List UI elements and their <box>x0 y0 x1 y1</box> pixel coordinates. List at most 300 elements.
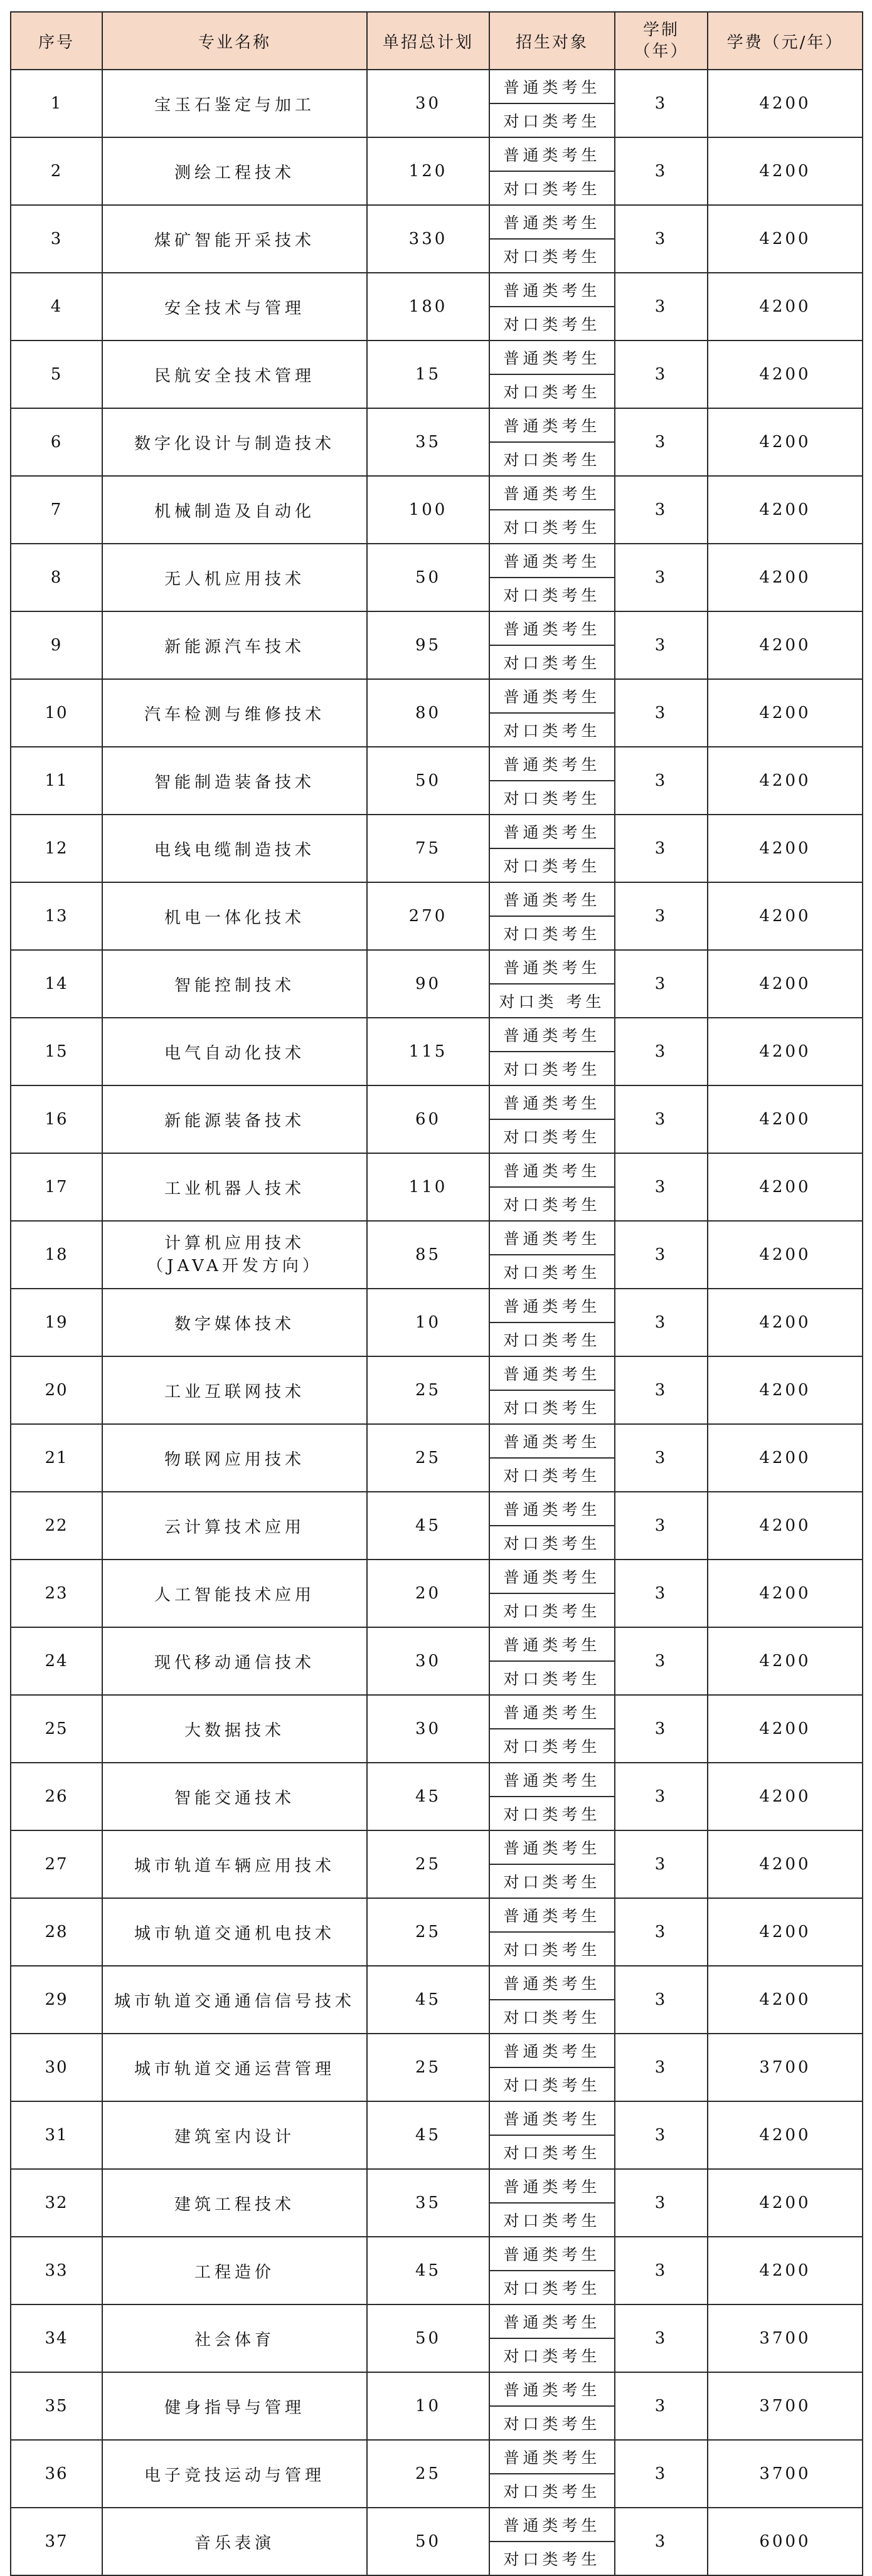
row-fee: 4200 <box>708 205 863 273</box>
row-fee: 3700 <box>708 2372 863 2440</box>
row-target-vocational: 对口类考生 <box>489 1526 615 1560</box>
row-fee: 4200 <box>708 1966 863 2034</box>
row-target-general: 普通类考生 <box>489 1966 615 2000</box>
row-major: 汽车检测与维修技术 <box>102 679 367 747</box>
row-quota: 45 <box>367 1492 489 1560</box>
row-quota: 45 <box>367 1763 489 1830</box>
row-fee: 4200 <box>708 1356 863 1424</box>
row-duration: 3 <box>615 1560 708 1627</box>
row-major: 音乐表演 <box>102 2508 367 2575</box>
row-quota: 85 <box>367 1221 489 1289</box>
row-target-vocational: 对口类考生 <box>489 307 615 340</box>
table-row <box>11 2440 863 2474</box>
row-duration: 3 <box>615 1356 708 1424</box>
table-row <box>11 137 863 171</box>
row-target-general: 普通类考生 <box>489 1560 615 1593</box>
row-target-vocational: 对口类考生 <box>489 713 615 747</box>
row-duration: 3 <box>615 1289 708 1356</box>
row-duration: 3 <box>615 1763 708 1830</box>
row-index: 1 <box>11 70 102 137</box>
row-target-vocational: 对口类考生 <box>489 2203 615 2237</box>
row-fee: 4200 <box>708 137 863 205</box>
row-quota: 45 <box>367 1966 489 2034</box>
row-major: 新能源装备技术 <box>102 1085 367 1153</box>
row-target-general: 普通类考生 <box>489 2169 615 2203</box>
row-duration: 3 <box>615 2440 708 2508</box>
row-fee: 4200 <box>708 1627 863 1695</box>
row-index: 17 <box>11 1153 102 1221</box>
row-target-general: 普通类考生 <box>489 2372 615 2406</box>
row-quota: 45 <box>367 2237 489 2304</box>
row-target-vocational: 对口类 考生 <box>489 984 615 1018</box>
row-index: 36 <box>11 2440 102 2508</box>
table-row <box>11 476 863 510</box>
row-target-vocational: 对口类考生 <box>489 510 615 544</box>
row-index: 15 <box>11 1018 102 1085</box>
row-quota: 10 <box>367 2372 489 2440</box>
table-row <box>11 611 863 645</box>
row-quota: 120 <box>367 137 489 205</box>
row-target-vocational: 对口类考生 <box>489 2271 615 2304</box>
row-target-vocational: 对口类考生 <box>489 1322 615 1356</box>
row-duration: 3 <box>615 205 708 273</box>
row-target-general: 普通类考生 <box>489 2101 615 2135</box>
row-major: 智能制造装备技术 <box>102 747 367 815</box>
row-target-general: 普通类考生 <box>489 340 615 374</box>
row-fee: 4200 <box>708 1898 863 1966</box>
row-fee: 4200 <box>708 1018 863 1085</box>
row-major: 测绘工程技术 <box>102 137 367 205</box>
table-row <box>11 1018 863 1052</box>
row-target-vocational: 对口类考生 <box>489 1932 615 1966</box>
row-target-vocational: 对口类考生 <box>489 171 615 205</box>
row-duration: 3 <box>615 882 708 950</box>
table-row <box>11 2169 863 2203</box>
row-fee: 4200 <box>708 1085 863 1153</box>
table-row <box>11 1085 863 1119</box>
row-quota: 25 <box>367 2034 489 2101</box>
row-fee: 4200 <box>708 476 863 544</box>
row-target-general: 普通类考生 <box>489 544 615 578</box>
row-target-general: 普通类考生 <box>489 205 615 239</box>
row-index: 20 <box>11 1356 102 1424</box>
row-quota: 75 <box>367 815 489 882</box>
row-target-vocational: 对口类考生 <box>489 1458 615 1492</box>
row-fee: 4200 <box>708 70 863 137</box>
enrollment-plan-sheet <box>10 11 862 2568</box>
row-major: 数字媒体技术 <box>102 1289 367 1356</box>
row-target-vocational: 对口类考生 <box>489 781 615 815</box>
table-row <box>11 1289 863 1322</box>
table-row <box>11 70 863 103</box>
row-quota: 100 <box>367 476 489 544</box>
row-index: 10 <box>11 679 102 747</box>
row-quota: 80 <box>367 679 489 747</box>
row-index: 28 <box>11 1898 102 1966</box>
row-major <box>102 1221 367 1289</box>
row-fee: 4200 <box>708 882 863 950</box>
row-target-vocational: 对口类考生 <box>489 1864 615 1898</box>
row-index: 19 <box>11 1289 102 1356</box>
row-fee: 4200 <box>708 1763 863 1830</box>
row-duration: 3 <box>615 1085 708 1153</box>
row-target-general: 普通类考生 <box>489 1424 615 1458</box>
row-quota: 90 <box>367 950 489 1018</box>
header-quota: 单招总计划 <box>367 12 489 70</box>
row-fee: 3700 <box>708 2440 863 2508</box>
row-major: 机械制造及自动化 <box>102 476 367 544</box>
row-fee: 4200 <box>708 1560 863 1627</box>
row-target-general: 普通类考生 <box>489 679 615 713</box>
row-quota: 20 <box>367 1560 489 1627</box>
row-duration: 3 <box>615 1695 708 1763</box>
row-duration: 3 <box>615 1966 708 2034</box>
row-duration: 3 <box>615 1424 708 1492</box>
row-duration: 3 <box>615 476 708 544</box>
row-index: 12 <box>11 815 102 882</box>
row-quota: 50 <box>367 747 489 815</box>
row-quota: 35 <box>367 408 489 476</box>
row-duration: 3 <box>615 611 708 679</box>
row-target-general: 普通类考生 <box>489 1830 615 1864</box>
row-target-general: 普通类考生 <box>489 611 615 645</box>
row-index: 31 <box>11 2101 102 2169</box>
row-target-vocational: 对口类考生 <box>489 1187 615 1221</box>
row-duration: 3 <box>615 679 708 747</box>
row-duration: 3 <box>615 2101 708 2169</box>
row-index: 34 <box>11 2304 102 2372</box>
row-target-general: 普通类考生 <box>489 1356 615 1390</box>
row-fee: 4200 <box>708 950 863 1018</box>
row-major: 工程造价 <box>102 2237 367 2304</box>
table-row <box>11 2034 863 2067</box>
row-target-general: 普通类考生 <box>489 70 615 103</box>
row-index: 27 <box>11 1830 102 1898</box>
header-duration-line2: （年） <box>634 42 689 61</box>
row-target-general: 普通类考生 <box>489 1221 615 1255</box>
row-index: 11 <box>11 747 102 815</box>
row-index: 37 <box>11 2508 102 2575</box>
row-major: 安全技术与管理 <box>102 273 367 340</box>
table-row <box>11 544 863 578</box>
row-index: 16 <box>11 1085 102 1153</box>
row-duration: 3 <box>615 544 708 611</box>
table-row <box>11 273 863 307</box>
row-major: 建筑工程技术 <box>102 2169 367 2237</box>
row-index: 18 <box>11 1221 102 1289</box>
row-fee: 3700 <box>708 2304 863 2372</box>
row-target-vocational: 对口类考生 <box>489 2542 615 2575</box>
row-index: 29 <box>11 1966 102 2034</box>
row-major: 智能交通技术 <box>102 1763 367 1830</box>
table-row <box>11 1898 863 1932</box>
row-major: 机电一体化技术 <box>102 882 367 950</box>
row-fee: 4200 <box>708 2237 863 2304</box>
row-major: 宝玉石鉴定与加工 <box>102 70 367 137</box>
row-quota: 30 <box>367 70 489 137</box>
row-major-line2: （JAVA开发方向） <box>147 1257 322 1275</box>
row-major: 无人机应用技术 <box>102 544 367 611</box>
row-major: 工业互联网技术 <box>102 1356 367 1424</box>
row-major: 智能控制技术 <box>102 950 367 1018</box>
row-index: 9 <box>11 611 102 679</box>
row-target-vocational: 对口类考生 <box>489 239 615 273</box>
row-duration: 3 <box>615 1018 708 1085</box>
table-row <box>11 1424 863 1458</box>
row-target-vocational: 对口类考生 <box>489 1119 615 1153</box>
table-row <box>11 950 863 984</box>
row-index: 4 <box>11 273 102 340</box>
row-duration: 3 <box>615 1153 708 1221</box>
row-index: 35 <box>11 2372 102 2440</box>
table-row <box>11 1627 863 1661</box>
row-target-vocational: 对口类考生 <box>489 2474 615 2508</box>
row-index: 14 <box>11 950 102 1018</box>
row-major: 城市轨道交通机电技术 <box>102 1898 367 1966</box>
row-index: 5 <box>11 340 102 408</box>
row-quota: 60 <box>367 1085 489 1153</box>
row-duration: 3 <box>615 815 708 882</box>
row-major: 人工智能技术应用 <box>102 1560 367 1627</box>
header-major: 专业名称 <box>102 12 367 70</box>
row-fee: 4200 <box>708 544 863 611</box>
table-row <box>11 2237 863 2271</box>
table-row <box>11 2372 863 2406</box>
row-target-general: 普通类考生 <box>489 747 615 781</box>
row-quota: 95 <box>367 611 489 679</box>
row-index: 24 <box>11 1627 102 1695</box>
row-fee: 4200 <box>708 1830 863 1898</box>
row-quota: 25 <box>367 1898 489 1966</box>
row-target-general: 普通类考生 <box>489 1153 615 1187</box>
row-target-vocational: 对口类考生 <box>489 2406 615 2440</box>
row-target-general: 普通类考生 <box>489 476 615 510</box>
table-row <box>11 1492 863 1526</box>
row-target-general: 普通类考生 <box>489 815 615 848</box>
row-major-line1: 计算机应用技术 <box>164 1234 305 1253</box>
row-quota: 115 <box>367 1018 489 1085</box>
row-target-general: 普通类考生 <box>489 1085 615 1119</box>
row-fee: 4200 <box>708 1492 863 1560</box>
table-row <box>11 1356 863 1390</box>
row-index: 22 <box>11 1492 102 1560</box>
row-quota: 50 <box>367 2508 489 2575</box>
row-fee: 4200 <box>708 747 863 815</box>
row-duration: 3 <box>615 1830 708 1898</box>
row-fee: 4200 <box>708 1153 863 1221</box>
row-major: 煤矿智能开采技术 <box>102 205 367 273</box>
row-target-general: 普通类考生 <box>489 1492 615 1526</box>
row-major: 新能源汽车技术 <box>102 611 367 679</box>
header-row <box>11 12 863 70</box>
row-fee: 4200 <box>708 2101 863 2169</box>
row-quota: 10 <box>367 1289 489 1356</box>
row-quota: 30 <box>367 1695 489 1763</box>
row-target-vocational: 对口类考生 <box>489 374 615 408</box>
row-index: 7 <box>11 476 102 544</box>
row-target-vocational: 对口类考生 <box>489 645 615 679</box>
row-duration: 3 <box>615 1221 708 1289</box>
row-fee: 4200 <box>708 611 863 679</box>
table-row <box>11 2304 863 2338</box>
row-fee: 3700 <box>708 2034 863 2101</box>
row-major: 电气自动化技术 <box>102 1018 367 1085</box>
table-row <box>11 408 863 442</box>
row-quota: 25 <box>367 1830 489 1898</box>
row-duration: 3 <box>615 747 708 815</box>
row-target-general: 普通类考生 <box>489 1018 615 1052</box>
row-duration: 3 <box>615 2034 708 2101</box>
enrollment-plan-table <box>10 11 863 2576</box>
row-index: 6 <box>11 408 102 476</box>
row-quota: 270 <box>367 882 489 950</box>
row-target-general: 普通类考生 <box>489 2034 615 2067</box>
row-target-vocational: 对口类考生 <box>489 442 615 476</box>
row-target-general: 普通类考生 <box>489 408 615 442</box>
header-duration-line1: 学制 <box>642 21 679 40</box>
table-row <box>11 340 863 374</box>
row-fee: 4200 <box>708 815 863 882</box>
row-quota: 30 <box>367 1627 489 1695</box>
row-major: 民航安全技术管理 <box>102 340 367 408</box>
row-index: 13 <box>11 882 102 950</box>
row-fee: 4200 <box>708 1289 863 1356</box>
row-duration: 3 <box>615 1898 708 1966</box>
row-fee: 4200 <box>708 679 863 747</box>
row-duration: 3 <box>615 273 708 340</box>
row-target-general: 普通类考生 <box>489 1695 615 1729</box>
row-major: 物联网应用技术 <box>102 1424 367 1492</box>
row-target-vocational: 对口类考生 <box>489 103 615 137</box>
row-target-general: 普通类考生 <box>489 950 615 984</box>
row-index: 33 <box>11 2237 102 2304</box>
row-duration: 3 <box>615 137 708 205</box>
row-quota: 180 <box>367 273 489 340</box>
row-duration: 3 <box>615 2237 708 2304</box>
row-fee: 4200 <box>708 408 863 476</box>
row-major: 数字化设计与制造技术 <box>102 408 367 476</box>
row-target-vocational: 对口类考生 <box>489 2000 615 2034</box>
table-row <box>11 1966 863 2000</box>
row-index: 30 <box>11 2034 102 2101</box>
row-index: 23 <box>11 1560 102 1627</box>
header-duration <box>615 12 708 70</box>
row-duration: 3 <box>615 1492 708 1560</box>
row-major: 云计算技术应用 <box>102 1492 367 1560</box>
row-target-general: 普通类考生 <box>489 273 615 307</box>
row-major: 工业机器人技术 <box>102 1153 367 1221</box>
row-fee: 4200 <box>708 1695 863 1763</box>
row-quota: 15 <box>367 340 489 408</box>
row-fee: 4200 <box>708 2169 863 2237</box>
row-target-general: 普通类考生 <box>489 2508 615 2542</box>
row-quota: 25 <box>367 1356 489 1424</box>
row-target-general: 普通类考生 <box>489 2237 615 2271</box>
row-quota: 50 <box>367 544 489 611</box>
row-target-vocational: 对口类考生 <box>489 1052 615 1085</box>
header-fee: 学费（元/年） <box>708 12 863 70</box>
row-duration: 3 <box>615 2169 708 2237</box>
row-index: 8 <box>11 544 102 611</box>
row-index: 26 <box>11 1763 102 1830</box>
row-target-vocational: 对口类考生 <box>489 848 615 882</box>
row-duration: 3 <box>615 70 708 137</box>
row-target-vocational: 对口类考生 <box>489 916 615 950</box>
row-major: 建筑室内设计 <box>102 2101 367 2169</box>
row-fee: 6000 <box>708 2508 863 2575</box>
row-index: 25 <box>11 1695 102 1763</box>
row-fee: 4200 <box>708 273 863 340</box>
table-row <box>11 2101 863 2135</box>
row-duration: 3 <box>615 2372 708 2440</box>
row-target-vocational: 对口类考生 <box>489 1255 615 1289</box>
table-row <box>11 1763 863 1797</box>
row-target-general: 普通类考生 <box>489 2304 615 2338</box>
row-quota: 45 <box>367 2101 489 2169</box>
row-major: 城市轨道交通通信信号技术 <box>102 1966 367 2034</box>
table-row <box>11 2508 863 2542</box>
table-row <box>11 1560 863 1593</box>
row-major: 现代移动通信技术 <box>102 1627 367 1695</box>
row-duration: 3 <box>615 2508 708 2575</box>
row-major: 城市轨道交通运营管理 <box>102 2034 367 2101</box>
header-index: 序号 <box>11 12 102 70</box>
row-quota: 110 <box>367 1153 489 1221</box>
row-duration: 3 <box>615 408 708 476</box>
row-duration: 3 <box>615 2304 708 2372</box>
row-major: 电线电缆制造技术 <box>102 815 367 882</box>
row-target-vocational: 对口类考生 <box>489 2135 615 2169</box>
row-major: 城市轨道车辆应用技术 <box>102 1830 367 1898</box>
row-target-vocational: 对口类考生 <box>489 1390 615 1424</box>
row-major: 大数据技术 <box>102 1695 367 1763</box>
row-major: 社会体育 <box>102 2304 367 2372</box>
row-target-vocational: 对口类考生 <box>489 1729 615 1763</box>
row-target-general: 普通类考生 <box>489 1627 615 1661</box>
table-row <box>11 815 863 848</box>
row-index: 21 <box>11 1424 102 1492</box>
row-target-vocational: 对口类考生 <box>489 578 615 611</box>
row-target-vocational: 对口类考生 <box>489 1593 615 1627</box>
row-quota: 35 <box>367 2169 489 2237</box>
row-target-vocational: 对口类考生 <box>489 1661 615 1695</box>
row-target-vocational: 对口类考生 <box>489 2067 615 2101</box>
row-quota: 330 <box>367 205 489 273</box>
table-body <box>11 70 863 2575</box>
table-row <box>11 882 863 916</box>
row-index: 32 <box>11 2169 102 2237</box>
header-target: 招生对象 <box>489 12 615 70</box>
row-index: 2 <box>11 137 102 205</box>
table-row <box>11 205 863 239</box>
row-index: 3 <box>11 205 102 273</box>
row-target-general: 普通类考生 <box>489 1289 615 1322</box>
row-quota: 50 <box>367 2304 489 2372</box>
table-row <box>11 1221 863 1255</box>
table-row <box>11 1830 863 1864</box>
row-target-vocational: 对口类考生 <box>489 2338 615 2372</box>
row-target-general: 普通类考生 <box>489 137 615 171</box>
row-quota: 25 <box>367 1424 489 1492</box>
row-fee: 4200 <box>708 340 863 408</box>
table-row <box>11 747 863 781</box>
row-target-vocational: 对口类考生 <box>489 1797 615 1830</box>
row-duration: 3 <box>615 340 708 408</box>
row-target-general: 普通类考生 <box>489 1763 615 1797</box>
row-fee: 4200 <box>708 1221 863 1289</box>
row-fee: 4200 <box>708 1424 863 1492</box>
row-target-general: 普通类考生 <box>489 882 615 916</box>
